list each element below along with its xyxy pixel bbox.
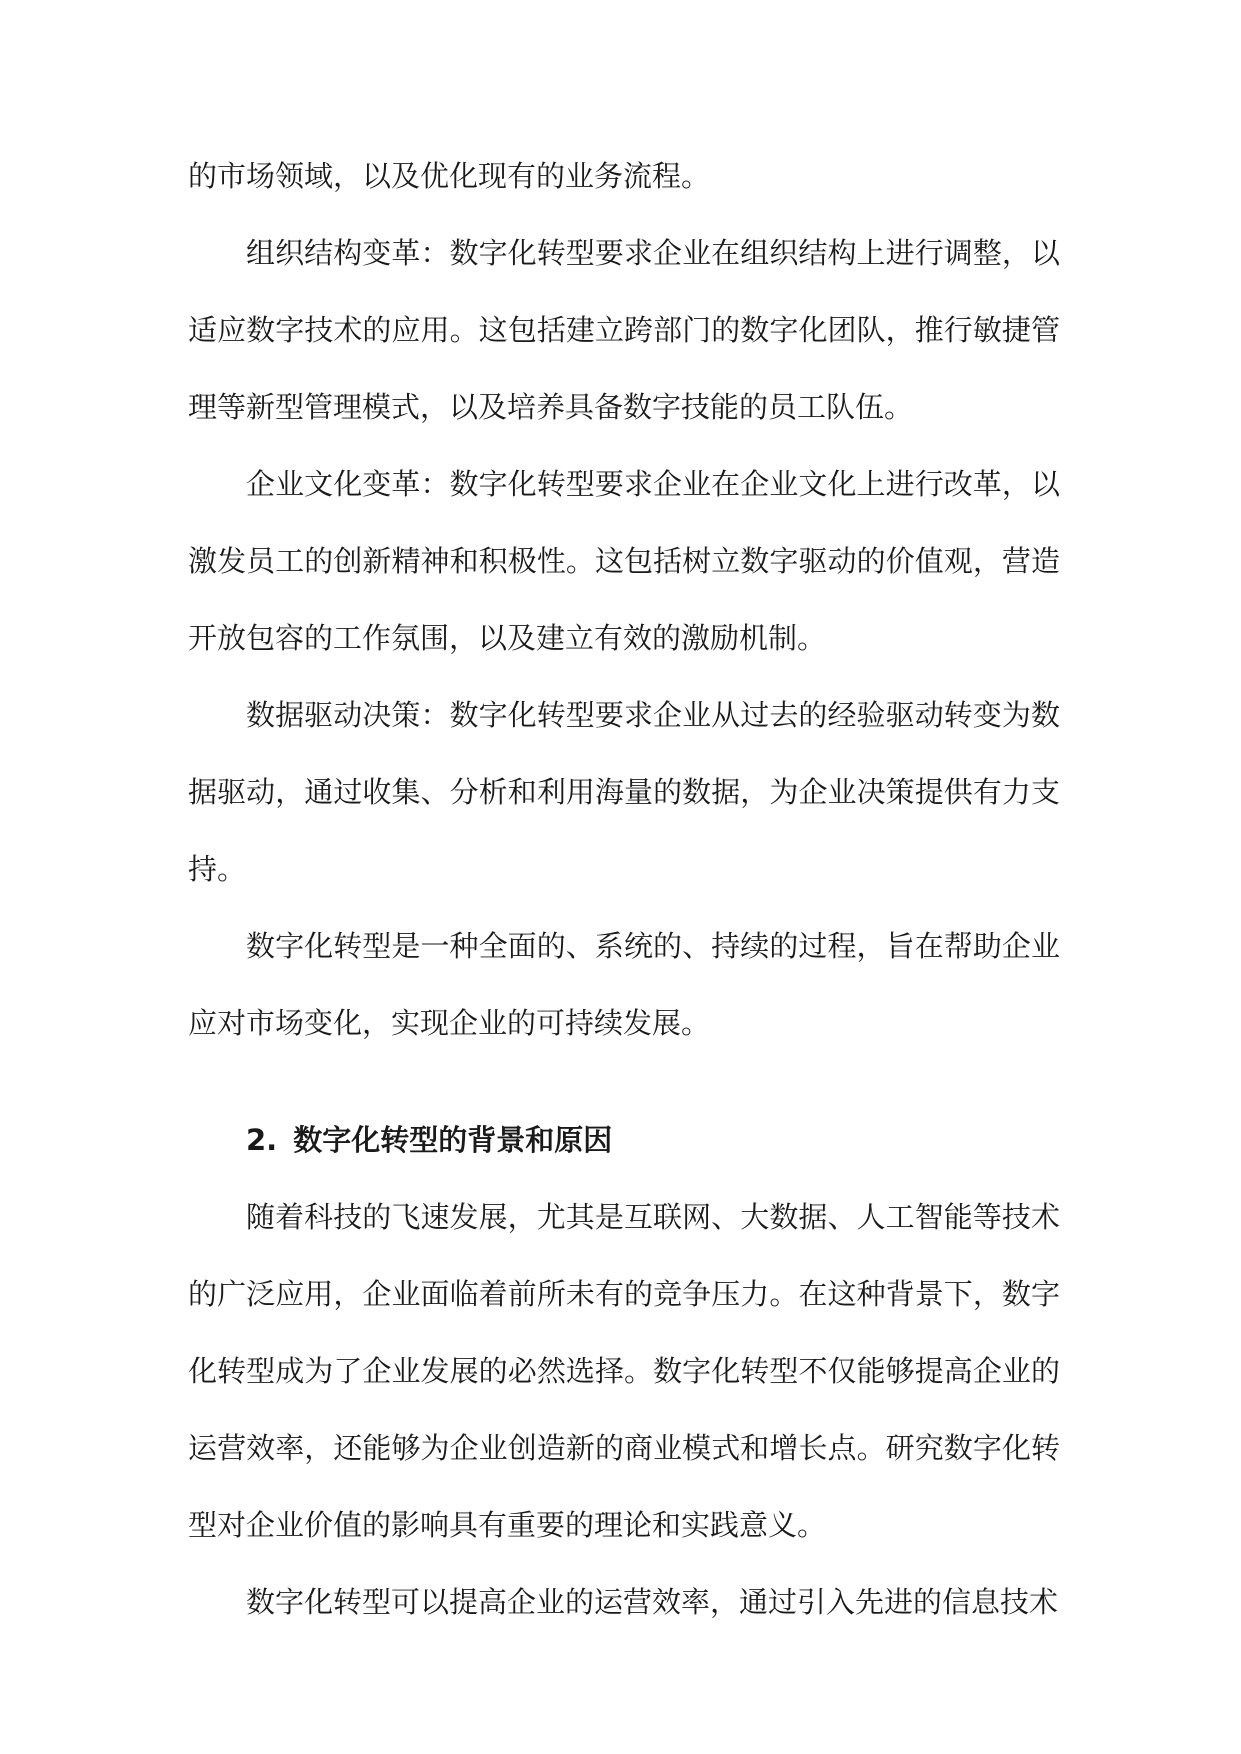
document-body xyxy=(188,138,1060,1641)
section-heading xyxy=(188,1102,1060,1179)
paragraph-org-structure: 组织结构变革：数字化转型要求企业在组织结构上进行调整，以适应数字技术的应用。这包括建立跨部门的数字化团队，推行敏捷管理等新型管理模式，以及培养具备数字技能的员工队伍。 xyxy=(188,236,1060,424)
paragraph-summary: 数字化转型是一种全面的、系统的、持续的过程，旨在帮助企业应对市场变化，实现企业的可持续发展。 xyxy=(188,929,1060,1040)
paragraph-data-driven: 数据驱动决策：数字化转型要求企业从过去的经验驱动转变为数据驱动，通过收集、分析和利用海量的数据，为企业决策提供有力支持。 xyxy=(188,698,1060,886)
paragraph-efficiency: 数字化转型可以提高企业的运营效率，通过引入先进的信息技术 xyxy=(246,1585,1059,1619)
section-title: 数字化转型的背景和原因 xyxy=(293,1123,613,1157)
section-number: 2. xyxy=(246,1123,278,1157)
paragraph-corporate-culture: 企业文化变革：数字化转型要求企业在企业文化上进行改革，以激发员工的创新精神和积极性。这包括树立数字驱动的价值观，营造开放包容的工作氛围，以及建立有效的激励机制。 xyxy=(188,467,1060,655)
paragraph-continuation: 的市场领域，以及优化现有的业务流程。 xyxy=(188,159,711,193)
paragraph-background: 随着科技的飞速发展，尤其是互联网、大数据、人工智能等技术的广泛应用，企业面临着前所未有的竞争压力。在这种背景下，数字化转型成为了企业发展的必然选择。数字化转型不仅能够提高企业的运营效率，还能够为企业创造新的商业模式和增长点。研究数字化转型对企业价值的影响具有重要的理论和实践意义。 xyxy=(188,1200,1060,1542)
